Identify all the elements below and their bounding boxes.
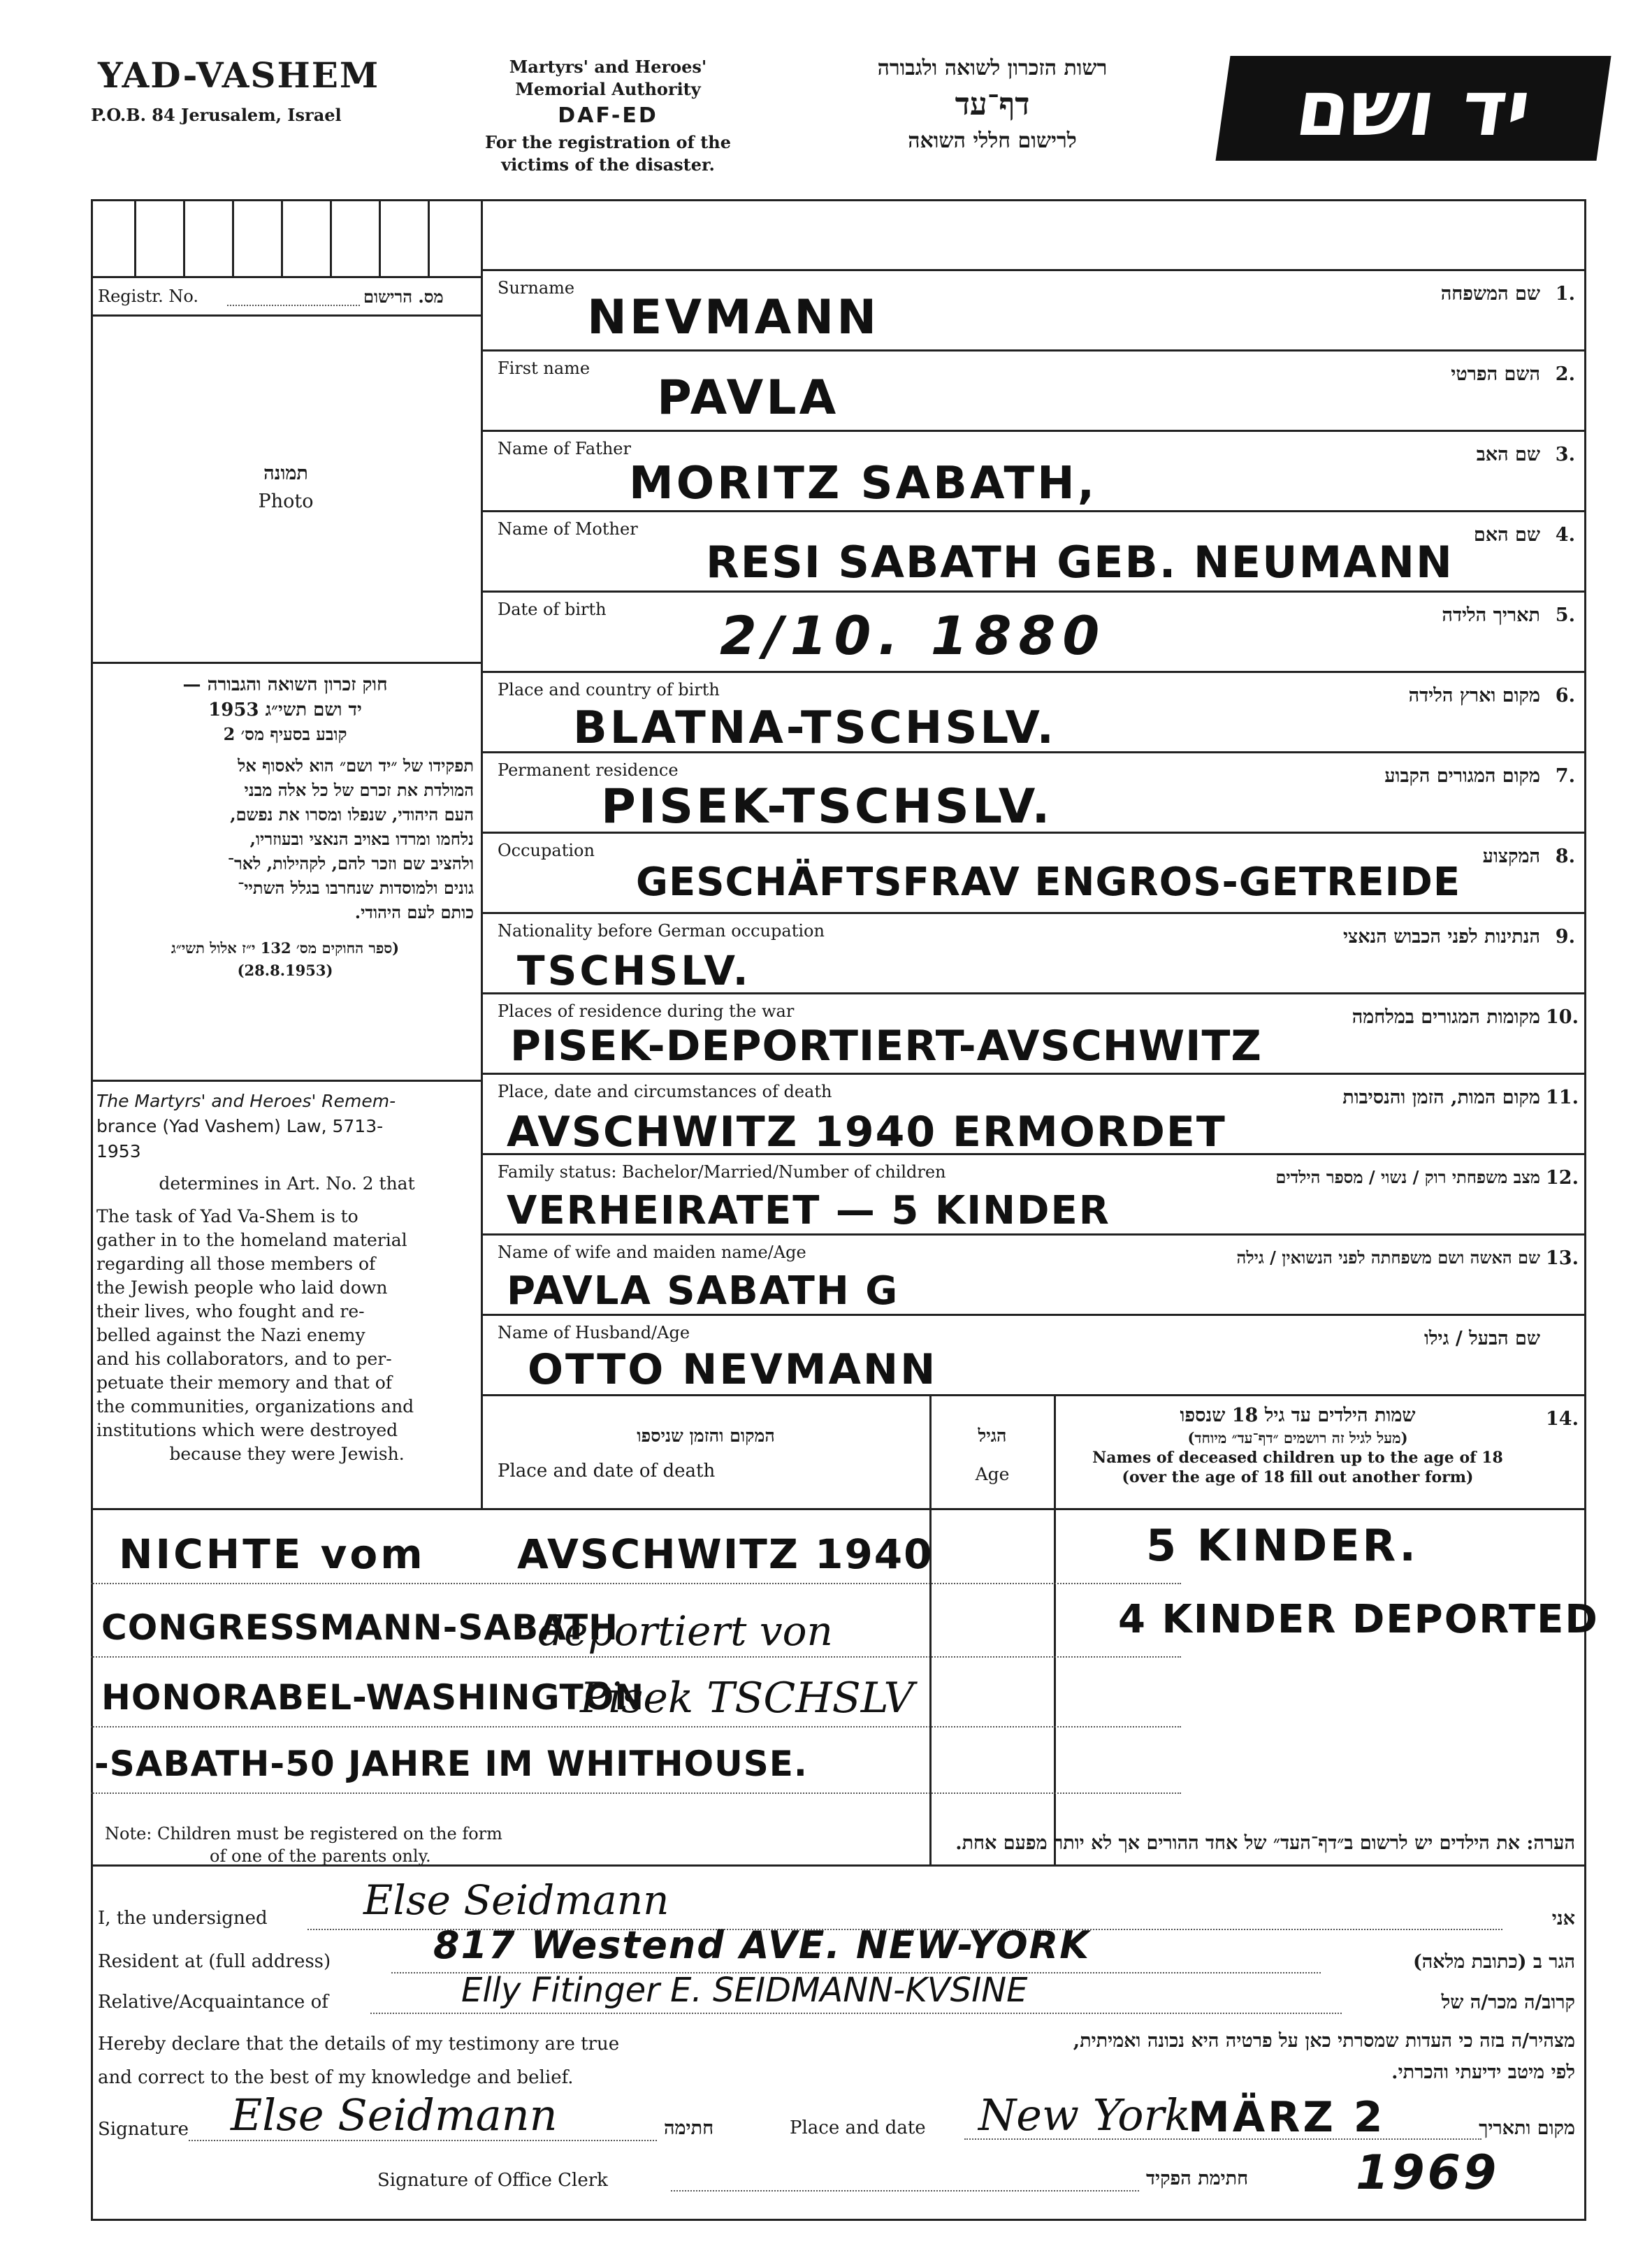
law-en-line: the Jewish people who laid down	[96, 1277, 388, 1298]
photo-heb: תמונה	[263, 463, 308, 484]
residence-heb: מקום המגורים הקבוע	[1384, 765, 1540, 787]
birth-place-value: BLATNA-TSCHSLV.	[573, 702, 1057, 754]
mother-name-label: Name of Mother	[498, 519, 638, 539]
law-en-line: because they were Jewish.	[169, 1444, 405, 1464]
law-en-title: brance (Yad Vashem) Law, 5713-	[96, 1116, 384, 1136]
law-en-line: institutions which were destroyed	[96, 1420, 398, 1440]
place-value: New York	[978, 2089, 1191, 2141]
war-residence-heb: מקומות המגורים במלחמה	[1352, 1006, 1540, 1028]
field-number: .13	[1546, 1247, 1579, 1269]
note-en-line1: Note: Children must be registered on the form	[105, 1824, 502, 1844]
hebrew-header-line1: רשות הזכרון לשואה ולגבורה	[877, 56, 1108, 80]
children-names-heb2: (מעל לגיל זה רושמים ״דף־עד״ מיוחד)	[1187, 1429, 1408, 1447]
children-place-en: Place and date of death	[498, 1461, 716, 1482]
children-age-en: Age	[975, 1464, 1010, 1484]
nationality-heb: הנתינות לפני הכבוש הנאצי	[1342, 926, 1540, 948]
right-top-strip	[481, 269, 1585, 271]
children-place-value2: deportiert von	[538, 1607, 833, 1655]
children-place-heb: המקום והזמן שניספו	[637, 1426, 775, 1446]
occupation-value: GESCHÄFTSFRAV ENGROS-GETREIDE	[636, 860, 1461, 905]
field-number: .4	[1555, 524, 1575, 546]
field-number: .11	[1546, 1087, 1579, 1108]
mother-name-heb: שם האם	[1473, 524, 1540, 546]
law-heb-title2: יד ושם תשי״ג 1953	[208, 700, 362, 720]
note-heb: הערה: את הילדים יש לרשום ב״דף־העד״ של אחד ההורים אך לא יותר מפעם אחת.	[955, 1832, 1575, 1854]
relative-value: Elly Fitinger E. SEIDMANN-KVSINE	[461, 1971, 1028, 2010]
residence-label: Permanent residence	[498, 760, 679, 780]
death-circumstances-value: AVSCHWITZ 1940 ERMORDET	[507, 1108, 1226, 1157]
photo-label: Photo	[258, 491, 314, 512]
note-en-line2: of one of the parents only.	[210, 1846, 431, 1866]
birth-place-heb: מקום וארץ הלידה	[1408, 685, 1540, 707]
date-value: MÄRZ 2	[1188, 2093, 1386, 2142]
remark-line3: HONORABEL-WASHINGTON	[101, 1677, 645, 1718]
org-address: P.O.B. 84 Jerusalem, Israel	[91, 105, 342, 125]
clerk-label: Signature of Office Clerk	[377, 2170, 608, 2191]
field-number: .12	[1546, 1167, 1579, 1189]
field-number: .8	[1555, 846, 1575, 867]
children-names-heb1: שמות הילדים עד גיל 18 שנספו	[1180, 1405, 1416, 1426]
nationality-label: Nationality before German occupation	[498, 921, 825, 941]
surname-value: NEVMANN	[587, 290, 880, 345]
law-en-line: their lives, who fought and re-	[96, 1301, 365, 1321]
law-en-line: regarding all those members of	[96, 1254, 376, 1274]
wife-name-value: PAVLA SABATH G	[507, 1268, 899, 1314]
law-english	[96, 1089, 477, 1466]
undersigned-heb: אני	[1551, 1908, 1575, 1929]
column-divider	[481, 199, 483, 1508]
war-residence-value: PISEK-DEPORTIERT-AVSCHWITZ	[510, 1022, 1262, 1071]
law-en-line: and his collaborators, and to per-	[96, 1349, 392, 1369]
husband-name-value: OTTO NEVMANN	[528, 1345, 938, 1394]
field-number: .2	[1555, 363, 1575, 385]
place-date-label: Place and date	[790, 2117, 926, 2138]
law-heb-line: ולהציב שם וזכר להם, לקהילות, לאר־	[227, 853, 474, 874]
field-number: .14	[1546, 1408, 1579, 1430]
law-en-line: petuate their memory and that of	[96, 1372, 393, 1393]
resident-heb: הגר ב (כתובת מלאה)	[1412, 1951, 1575, 1973]
form-name: DAF-ED	[558, 103, 658, 128]
law-en-line: belled against the Nazi enemy	[96, 1325, 365, 1345]
undersigned-value: Else Seidmann	[363, 1876, 669, 1924]
declare-heb1: מצהיר/ה בזה כי העדות שמסרתי כאן על פרטיה היא נכונה ואמיתית,	[1073, 2030, 1575, 2052]
children-names-value1: 5 KINDER.	[1146, 1520, 1419, 1571]
registr-dots	[227, 305, 360, 306]
death-circumstances-label: Place, date and circumstances of death	[498, 1082, 832, 1101]
wife-name-heb: שם האשה ושם משפחתה לפני הנשואין / גילה	[1236, 1247, 1540, 1268]
signature-label: Signature	[98, 2119, 189, 2140]
children-names-en1: Names of deceased children up to the age of 18	[1092, 1449, 1503, 1467]
photo-area	[91, 316, 481, 662]
law-hebrew	[96, 672, 474, 982]
residence-value: PISEK-TSCHSLV.	[601, 779, 1053, 834]
resident-value: 817 Westend AVE. NEW-YORK	[433, 1923, 1091, 1967]
authority-line2: Memorial Authority	[515, 79, 701, 99]
children-names-en2: (over the age of 18 fill out another form)	[1122, 1468, 1474, 1486]
frame-right	[1584, 199, 1586, 2221]
clerk-heb: חתימת הפקיד	[1146, 2168, 1249, 2189]
remark-line4: -SABATH-50 JAHRE IM WHITHOUSE.	[94, 1744, 808, 1784]
remark-line1: NICHTE vom	[119, 1530, 426, 1578]
law-heb-line: גונים ולמוסדות שנחרבו בגלל השתיי־	[238, 878, 474, 898]
field-number: .9	[1555, 926, 1575, 948]
signature-value: Else Seidmann	[231, 2089, 558, 2141]
resident-label: Resident at (full address)	[98, 1951, 331, 1972]
family-status-heb: מצב משפחתי רוק / נשוי / מספר הילדים	[1275, 1167, 1540, 1187]
father-name-label: Name of Father	[498, 439, 631, 458]
authority-line3: For the registration of the	[484, 132, 731, 152]
nationality-value: TSCHSLV.	[517, 947, 751, 994]
authority-line4: victims of the disaster.	[501, 154, 715, 175]
hebrew-header-line2: דף־עד	[955, 87, 1030, 122]
registr-label: Registr. No.	[98, 287, 199, 306]
field-number: .3	[1555, 444, 1575, 465]
children-place-value1: AVSCHWITZ 1940	[517, 1530, 934, 1578]
law-en-intro: determines in Art. No. 2 that	[159, 1173, 415, 1194]
authority-block	[447, 56, 769, 176]
mother-name-value: RESI SABATH GEB. NEUMANN	[706, 537, 1454, 588]
field-number: .10	[1546, 1006, 1579, 1028]
frame-top	[91, 199, 1586, 201]
field-number: .6	[1555, 685, 1575, 707]
children-age-heb: הגיל	[978, 1426, 1007, 1446]
family-status-label: Family status: Bachelor/Married/Number of children	[498, 1162, 946, 1182]
first-name-heb: השם הפרטי	[1451, 363, 1540, 385]
undersigned-label: I, the undersigned	[98, 1908, 268, 1929]
law-heb-title1: חוק זכרון השואה והגבורה —	[182, 674, 388, 695]
registr-heb: מס. הרישום	[363, 287, 444, 307]
relative-heb: קרוב/ה מכר/ה של	[1441, 1992, 1575, 2013]
birth-place-label: Place and country of birth	[498, 680, 720, 700]
war-residence-label: Places of residence during the war	[498, 1001, 795, 1021]
law-heb-line: העם היהודי, שנפלו ומסרו את נפשם,	[230, 804, 474, 825]
surname-label: Surname	[498, 278, 575, 298]
field-number: .1	[1555, 283, 1575, 305]
logo-text: יד ושם	[1290, 64, 1537, 153]
birth-date-heb: תאריך הלידה	[1442, 604, 1540, 626]
death-circumstances-heb: מקום המות, הזמן והנסיבות	[1342, 1087, 1540, 1108]
yad-vashem-logo	[1215, 56, 1611, 161]
law-en-title: The Martyrs' and Heroes' Remem-	[96, 1091, 396, 1111]
law-heb-date: (28.8.1953)	[237, 962, 333, 979]
father-name-value: MORITZ SABATH,	[629, 458, 1098, 509]
children-names-value2: 4 KINDER DEPORTED	[1118, 1597, 1599, 1642]
field-number: .7	[1555, 765, 1575, 787]
occupation-label: Occupation	[498, 841, 595, 860]
law-heb-line: המולדת את זכרם של כל אלה מבני	[244, 780, 474, 800]
declare-en2: and correct to the best of my knowledge and belief.	[98, 2067, 574, 2088]
law-heb-line: נלחמו ומרדו באויב הנאצי ובעוזריו,	[249, 829, 474, 849]
law-en-line: The task of Yad Va-Shem is to	[96, 1206, 358, 1226]
birth-date-value: 2/10. 1880	[720, 604, 1107, 667]
declare-heb2: לפי מיטב ידיעתי והכרתי.	[1391, 2062, 1575, 2083]
authority-line1: Martyrs' and Heroes'	[509, 57, 707, 77]
law-heb-title3: קובע בסעיף מס׳ 2	[223, 724, 347, 744]
husband-name-label: Name of Husband/Age	[498, 1323, 690, 1342]
law-en-line: gather in to the homeland material	[96, 1230, 407, 1250]
first-name-label: First name	[498, 358, 590, 378]
frame-bottom	[91, 2219, 1586, 2221]
husband-name-heb: שם הבעל / גילו	[1423, 1328, 1540, 1349]
surname-heb: שם המשפחה	[1440, 283, 1540, 305]
first-name-value: PAVLA	[657, 370, 839, 426]
law-heb-line: כותם לעם היהודי.	[354, 902, 474, 922]
family-status-value: VERHEIRATET — 5 KINDER	[507, 1188, 1110, 1233]
reg-boxes-bottom	[91, 276, 482, 278]
occupation-heb: המקצוע	[1482, 846, 1540, 867]
law-heb-line: תפקידו של ״יד ושם״ הוא לאסוף אל	[238, 755, 474, 776]
org-title: YAD-VASHEM	[98, 55, 380, 96]
children-place-value3: Pisek TSCHSLV	[580, 1674, 914, 1723]
declare-en1: Hereby declare that the details of my testimony are true	[98, 2034, 620, 2055]
wife-name-label: Name of wife and maiden name/Age	[498, 1243, 806, 1262]
relative-label: Relative/Acquaintance of	[98, 1992, 328, 2013]
birth-date-label: Date of birth	[498, 600, 607, 619]
law-en-line: the communities, organizations and	[96, 1396, 414, 1417]
signature-heb: חתימה	[664, 2117, 714, 2139]
hebrew-header	[797, 53, 1188, 157]
place-date-heb: מקום ותאריך	[1479, 2117, 1575, 2139]
children-names-header	[1057, 1403, 1539, 1487]
remark-line2: CONGRESSMANN-SABATH	[101, 1607, 618, 1648]
field-number: .5	[1555, 604, 1575, 626]
hebrew-header-line3: לרישום חללי השואה	[908, 129, 1077, 153]
law-heb-ref: (ספר החוקים מס׳ 132 י״ז אלול תשי״ג	[171, 939, 400, 957]
law-en-title: 1953	[96, 1141, 141, 1161]
year-value: 1969	[1356, 2145, 1500, 2201]
father-name-heb: שם האב	[1476, 444, 1540, 465]
